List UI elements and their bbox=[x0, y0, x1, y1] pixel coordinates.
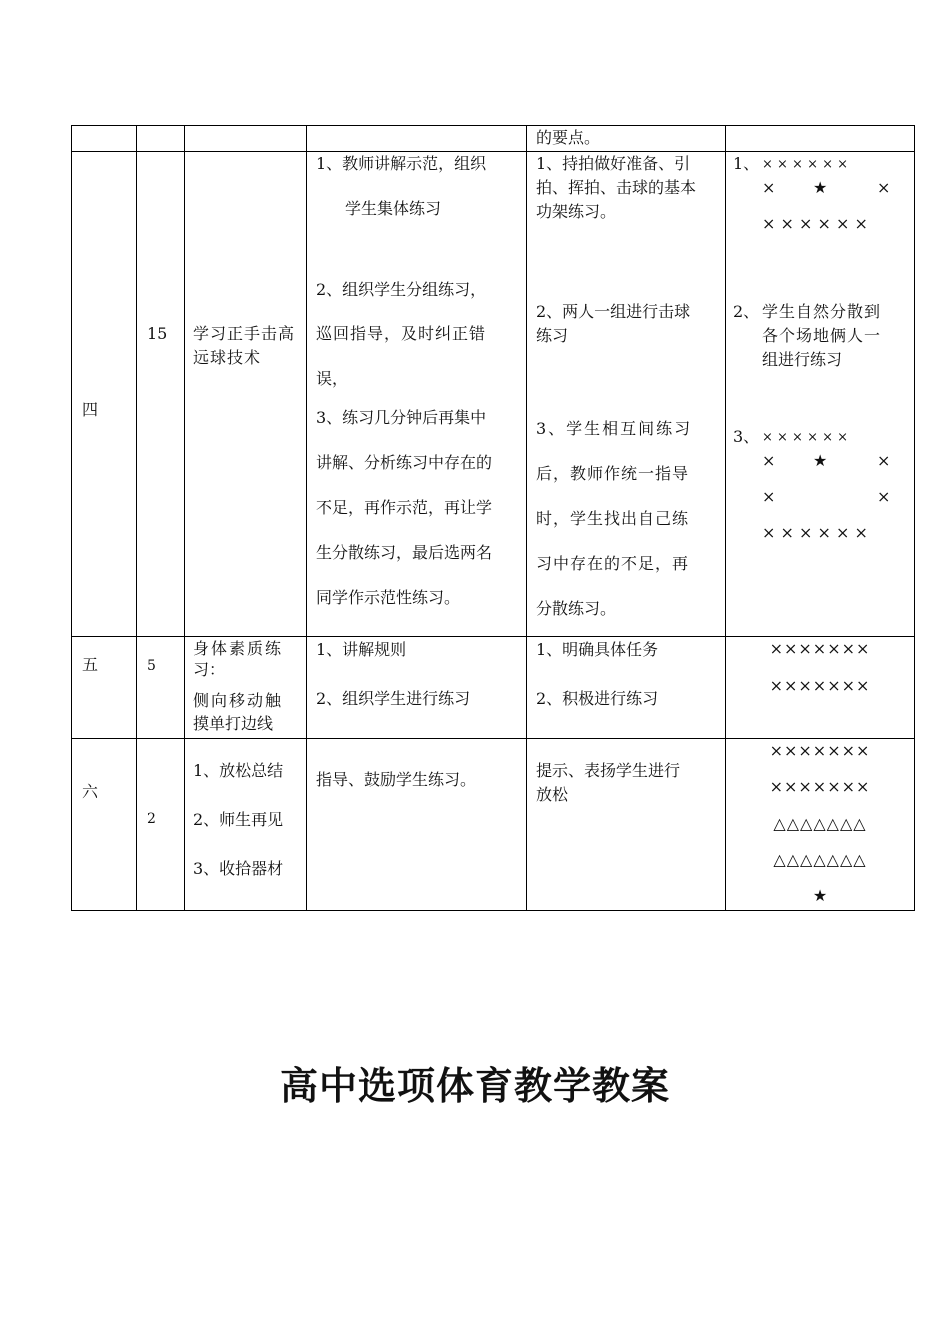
teacher-line: 同学作示范性练习。 bbox=[316, 588, 461, 607]
content-line: 习： bbox=[193, 660, 226, 679]
teacher-cell bbox=[307, 152, 527, 637]
formation-mark: × bbox=[877, 487, 891, 506]
table-row-section-6 bbox=[72, 739, 915, 911]
table-row-section-4 bbox=[72, 152, 915, 637]
formation-mark: × bbox=[877, 178, 891, 197]
formation-cell bbox=[726, 126, 915, 152]
content-cell bbox=[185, 637, 307, 739]
formation-row: × × × × × × bbox=[762, 523, 868, 542]
teacher-line: 讲解、分析练习中存在的 bbox=[316, 453, 493, 472]
formation-text: 各个场地俩人一 bbox=[762, 326, 882, 345]
student-line: 2、积极进行练习 bbox=[536, 689, 659, 708]
teacher-line: 3、练习几分钟后再集中 bbox=[316, 408, 487, 427]
formation-label: 2、 bbox=[733, 302, 760, 321]
content-cell bbox=[185, 126, 307, 152]
content-line: 身体素质练 bbox=[193, 639, 284, 658]
student-cell bbox=[527, 637, 726, 739]
student-line: 拍、挥拍、击球的基本 bbox=[536, 178, 697, 197]
formation-row: × × × × × × bbox=[762, 214, 868, 233]
time-value: 5 bbox=[147, 658, 156, 674]
time-cell bbox=[137, 637, 185, 739]
formation-text: 学生自然分散到 bbox=[762, 302, 882, 321]
student-line: 后，教师作统一指导 bbox=[536, 464, 690, 483]
formation-cell bbox=[726, 637, 915, 739]
formation-row: △△△△△△△ bbox=[773, 850, 867, 869]
teacher-star-icon: ★ bbox=[813, 178, 828, 197]
student-cell bbox=[527, 126, 726, 152]
teacher-star-icon: ★ bbox=[813, 451, 828, 470]
formation-row: ××××××× bbox=[769, 676, 871, 695]
teacher-line: 1、教师讲解示范，组织 bbox=[316, 154, 487, 173]
time-cell bbox=[137, 126, 185, 152]
teacher-line: 2、组织学生分组练习， bbox=[316, 280, 487, 299]
section-cell bbox=[72, 637, 137, 739]
teacher-line: 巡回指导，及时纠正错 bbox=[316, 324, 487, 343]
content-line: 侧向移动触 bbox=[193, 691, 284, 710]
student-line: 3、学生相互间练习 bbox=[536, 419, 693, 438]
student-line: 放松 bbox=[536, 785, 569, 804]
section-label: 六 bbox=[82, 782, 99, 801]
student-line: 提示、表扬学生进行 bbox=[536, 761, 681, 780]
formation-row: × × × × × × bbox=[762, 430, 849, 445]
teacher-cell bbox=[307, 126, 527, 152]
content-line: 摸单打边线 bbox=[193, 714, 274, 733]
student-line: 1、持拍做好准备、引 bbox=[536, 154, 691, 173]
content-cell bbox=[185, 152, 307, 637]
teacher-line: 不足，再作示范，再让学 bbox=[316, 498, 493, 517]
section-cell bbox=[72, 152, 137, 637]
student-line: 分散练习。 bbox=[536, 599, 617, 618]
table-row-section-5 bbox=[72, 637, 915, 739]
formation-row: ××××××× bbox=[769, 639, 871, 658]
section-cell bbox=[72, 739, 137, 911]
formation-text: 组进行练习 bbox=[762, 350, 843, 369]
teacher-line: 学生集体练习 bbox=[345, 199, 442, 218]
formation-cell bbox=[726, 152, 915, 637]
content-line: 2、师生再见 bbox=[193, 810, 284, 829]
student-line: 时，学生找出自己练 bbox=[536, 509, 690, 528]
formation-label: 3、 bbox=[733, 427, 760, 446]
student-text: 的要点。 bbox=[536, 128, 601, 147]
teacher-line: 生分散练习，最后选两名 bbox=[316, 543, 493, 562]
student-line: 功架练习。 bbox=[536, 202, 617, 221]
formation-cell bbox=[726, 739, 915, 911]
formation-row: × × × × × × bbox=[762, 157, 849, 172]
teacher-line: 误， bbox=[316, 369, 349, 388]
section-label: 四 bbox=[82, 400, 99, 419]
teacher-line: 1、讲解规则 bbox=[316, 640, 407, 659]
student-line: 1、明确具体任务 bbox=[536, 640, 659, 659]
student-line: 习中存在的不足，再 bbox=[536, 554, 690, 573]
time-cell bbox=[137, 152, 185, 637]
teacher-text: 指导、鼓励学生练习。 bbox=[316, 770, 477, 789]
section-cell bbox=[72, 126, 137, 152]
content-line: 3、收拾器材 bbox=[193, 859, 284, 878]
formation-label: 1、 bbox=[733, 154, 760, 173]
teacher-star-icon: ★ bbox=[812, 886, 828, 905]
formation-row: ××××××× bbox=[769, 741, 871, 760]
document-title: 高中选项体育教学教案 bbox=[279, 1064, 670, 1108]
student-cell bbox=[527, 152, 726, 637]
time-value: 15 bbox=[147, 324, 168, 343]
teacher-line: 2、组织学生进行练习 bbox=[316, 689, 471, 708]
table-row-continuation bbox=[72, 126, 915, 152]
lesson-plan-table bbox=[71, 125, 915, 911]
content-line: 1、放松总结 bbox=[193, 761, 284, 780]
section-label: 五 bbox=[82, 655, 99, 674]
content-text: 学习正手击高远球技术 bbox=[193, 324, 296, 367]
teacher-cell bbox=[307, 637, 527, 739]
student-line: 练习 bbox=[536, 326, 569, 345]
student-line: 2、两人一组进行击球 bbox=[536, 302, 691, 321]
formation-mark: × bbox=[762, 178, 776, 197]
formation-row: △△△△△△△ bbox=[773, 814, 867, 833]
formation-row: ××××××× bbox=[769, 777, 871, 796]
content-cell bbox=[185, 739, 307, 911]
time-value: 2 bbox=[147, 811, 156, 827]
formation-mark: × bbox=[877, 451, 891, 470]
formation-mark: × bbox=[762, 487, 776, 506]
formation-mark: × bbox=[762, 451, 776, 470]
time-cell bbox=[137, 739, 185, 911]
teacher-cell bbox=[307, 739, 527, 911]
student-cell bbox=[527, 739, 726, 911]
